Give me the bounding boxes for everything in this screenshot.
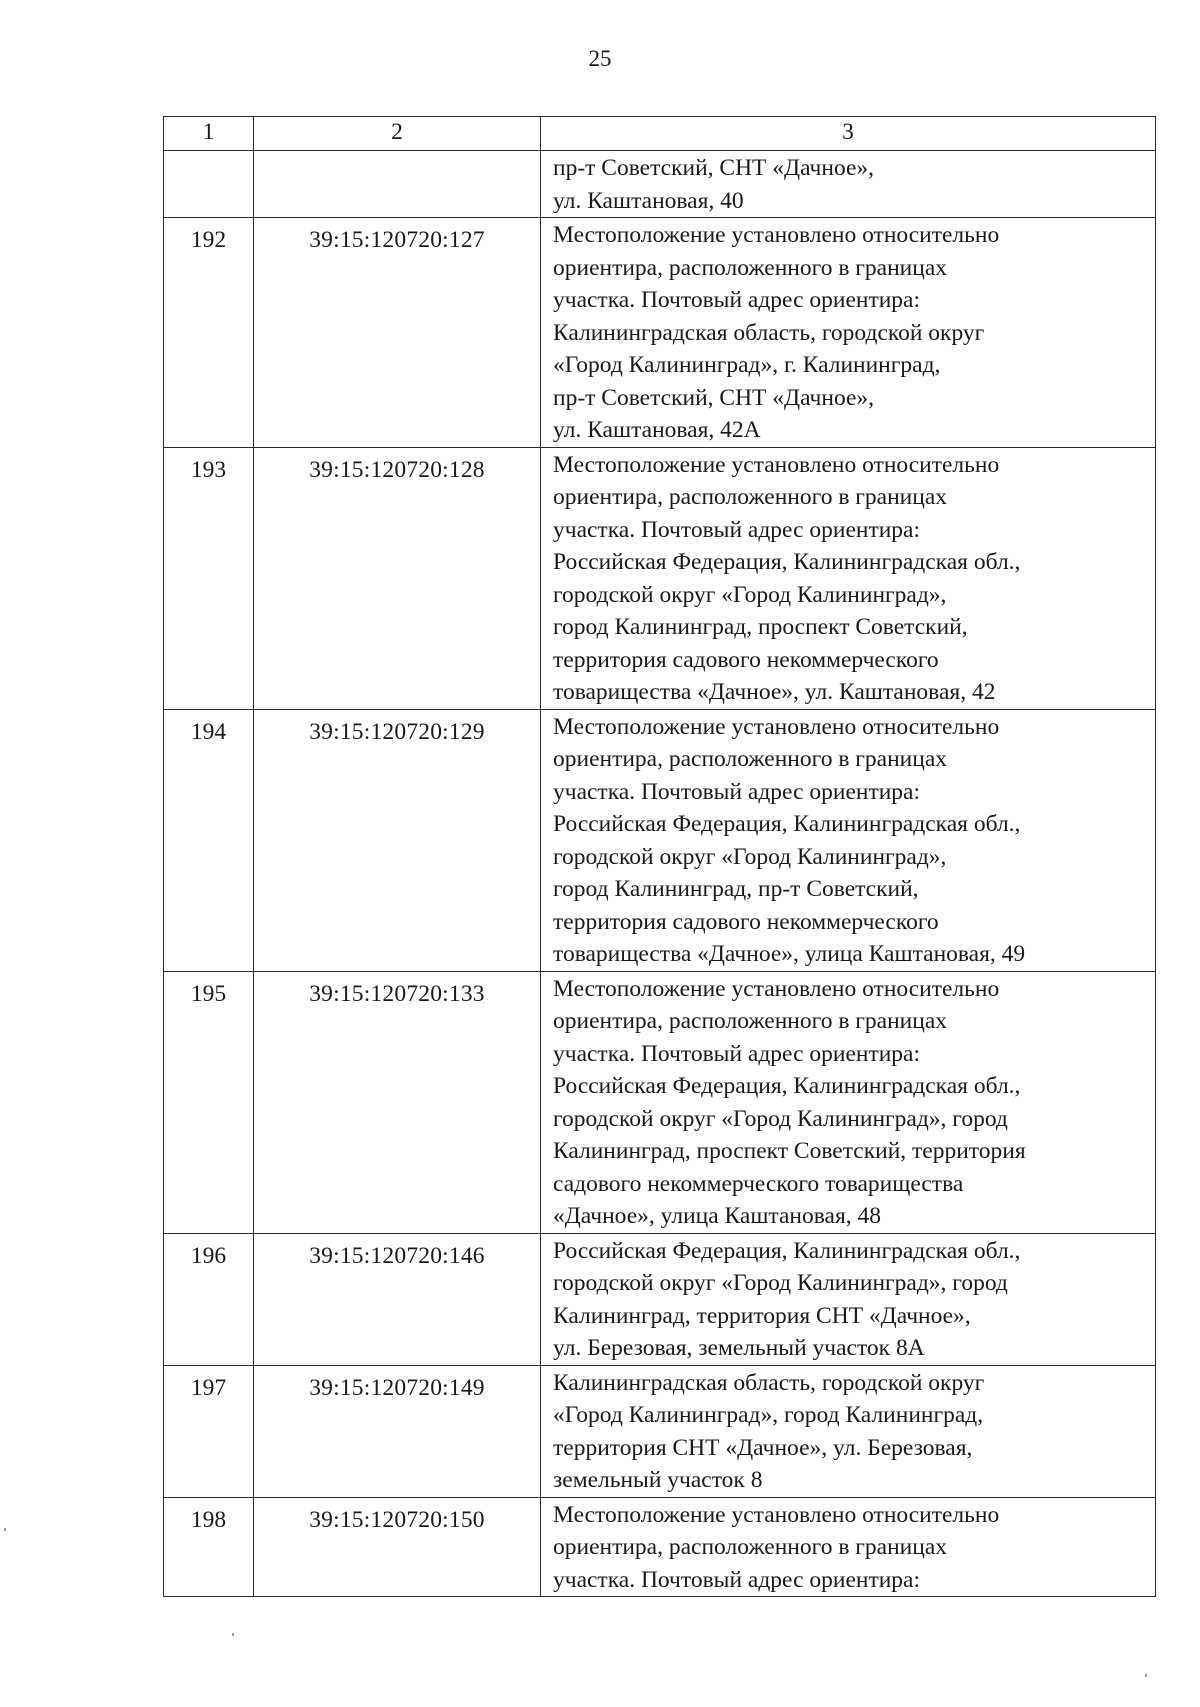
- row-number: 198: [164, 1497, 254, 1597]
- cadastral-number: 39:15:120720:150: [254, 1497, 541, 1597]
- cadastral-number: 39:15:120720:146: [254, 1233, 541, 1365]
- cadastral-number: 39:15:120720:133: [254, 971, 541, 1233]
- column-header-3: 3: [541, 117, 1156, 151]
- table-row: [164, 1233, 1156, 1365]
- cadastral-number: 39:15:120720:129: [254, 709, 541, 971]
- location-address: Местоположение установлено относительно ориентира, расположенного в границах участка. Почтовый адрес ориентира:: [541, 1497, 1156, 1597]
- location-address: Местоположение установлено относительно ориентира, расположенного в границах участка. Почтовый адрес ориентира: Российская Федерация, Калининградская обл., городской округ «Город Калининград», город Калининград, проспект Советский, территория садового некоммерческого товарищества «Дачное», ул. Каштановая, 42: [541, 447, 1156, 709]
- row-number: [164, 151, 254, 218]
- location-address: Местоположение установлено относительно ориентира, расположенного в границах участка. Почтовый адрес ориентира: Калининградская область, городской округ «Город Калининград», г. Калининград, пр-т Советский, СНТ «Дачное», ул. Каштановая, 42А: [541, 218, 1156, 448]
- cadastral-number: [254, 151, 541, 218]
- scan-speck: [232, 1633, 234, 1636]
- row-number: 197: [164, 1365, 254, 1497]
- cadastral-number: 39:15:120720:127: [254, 218, 541, 448]
- location-address: Калининградская область, городской округ «Город Калининград», город Калининград, территория СНТ «Дачное», ул. Березовая, земельный участок 8: [541, 1365, 1156, 1497]
- scan-speck: [1145, 1674, 1147, 1677]
- table-row: [164, 218, 1156, 448]
- location-address: Местоположение установлено относительно ориентира, расположенного в границах участка. Почтовый адрес ориентира: Российская Федерация, Калининградская обл., городской округ «Город Калининград», город Калининград, проспект Советский, территория садового некоммерческого товарищества «Дачное», улица Каштановая, 48: [541, 971, 1156, 1233]
- column-header-1: 1: [164, 117, 254, 151]
- table-row: [164, 447, 1156, 709]
- location-address: Российская Федерация, Калининградская обл., городской округ «Город Калининград», город Калининград, территория СНТ «Дачное», ул. Березовая, земельный участок 8А: [541, 1233, 1156, 1365]
- table-row: [164, 709, 1156, 971]
- row-number: 194: [164, 709, 254, 971]
- land-plots-table: [163, 116, 1156, 1597]
- row-number: 192: [164, 218, 254, 448]
- scan-speck: [4, 1528, 6, 1531]
- row-number: 196: [164, 1233, 254, 1365]
- page-number: 25: [588, 46, 612, 71]
- column-header-2: 2: [254, 117, 541, 151]
- table-row: [164, 1365, 1156, 1497]
- table-header-row: [164, 117, 1156, 151]
- cadastral-number: 39:15:120720:128: [254, 447, 541, 709]
- table-row: [164, 151, 1156, 218]
- cadastral-number: 39:15:120720:149: [254, 1365, 541, 1497]
- table-row: [164, 971, 1156, 1233]
- table-row: [164, 1497, 1156, 1597]
- row-number: 193: [164, 447, 254, 709]
- location-address: Местоположение установлено относительно ориентира, расположенного в границах участка. Почтовый адрес ориентира: Российская Федерация, Калининградская обл., городской округ «Город Калининград», город Калининград, пр-т Советский, территория садового некоммерческого товарищества «Дачное», улица Каштановая, 49: [541, 709, 1156, 971]
- row-number: 195: [164, 971, 254, 1233]
- location-address: пр-т Советский, СНТ «Дачное», ул. Каштановая, 40: [541, 151, 1156, 218]
